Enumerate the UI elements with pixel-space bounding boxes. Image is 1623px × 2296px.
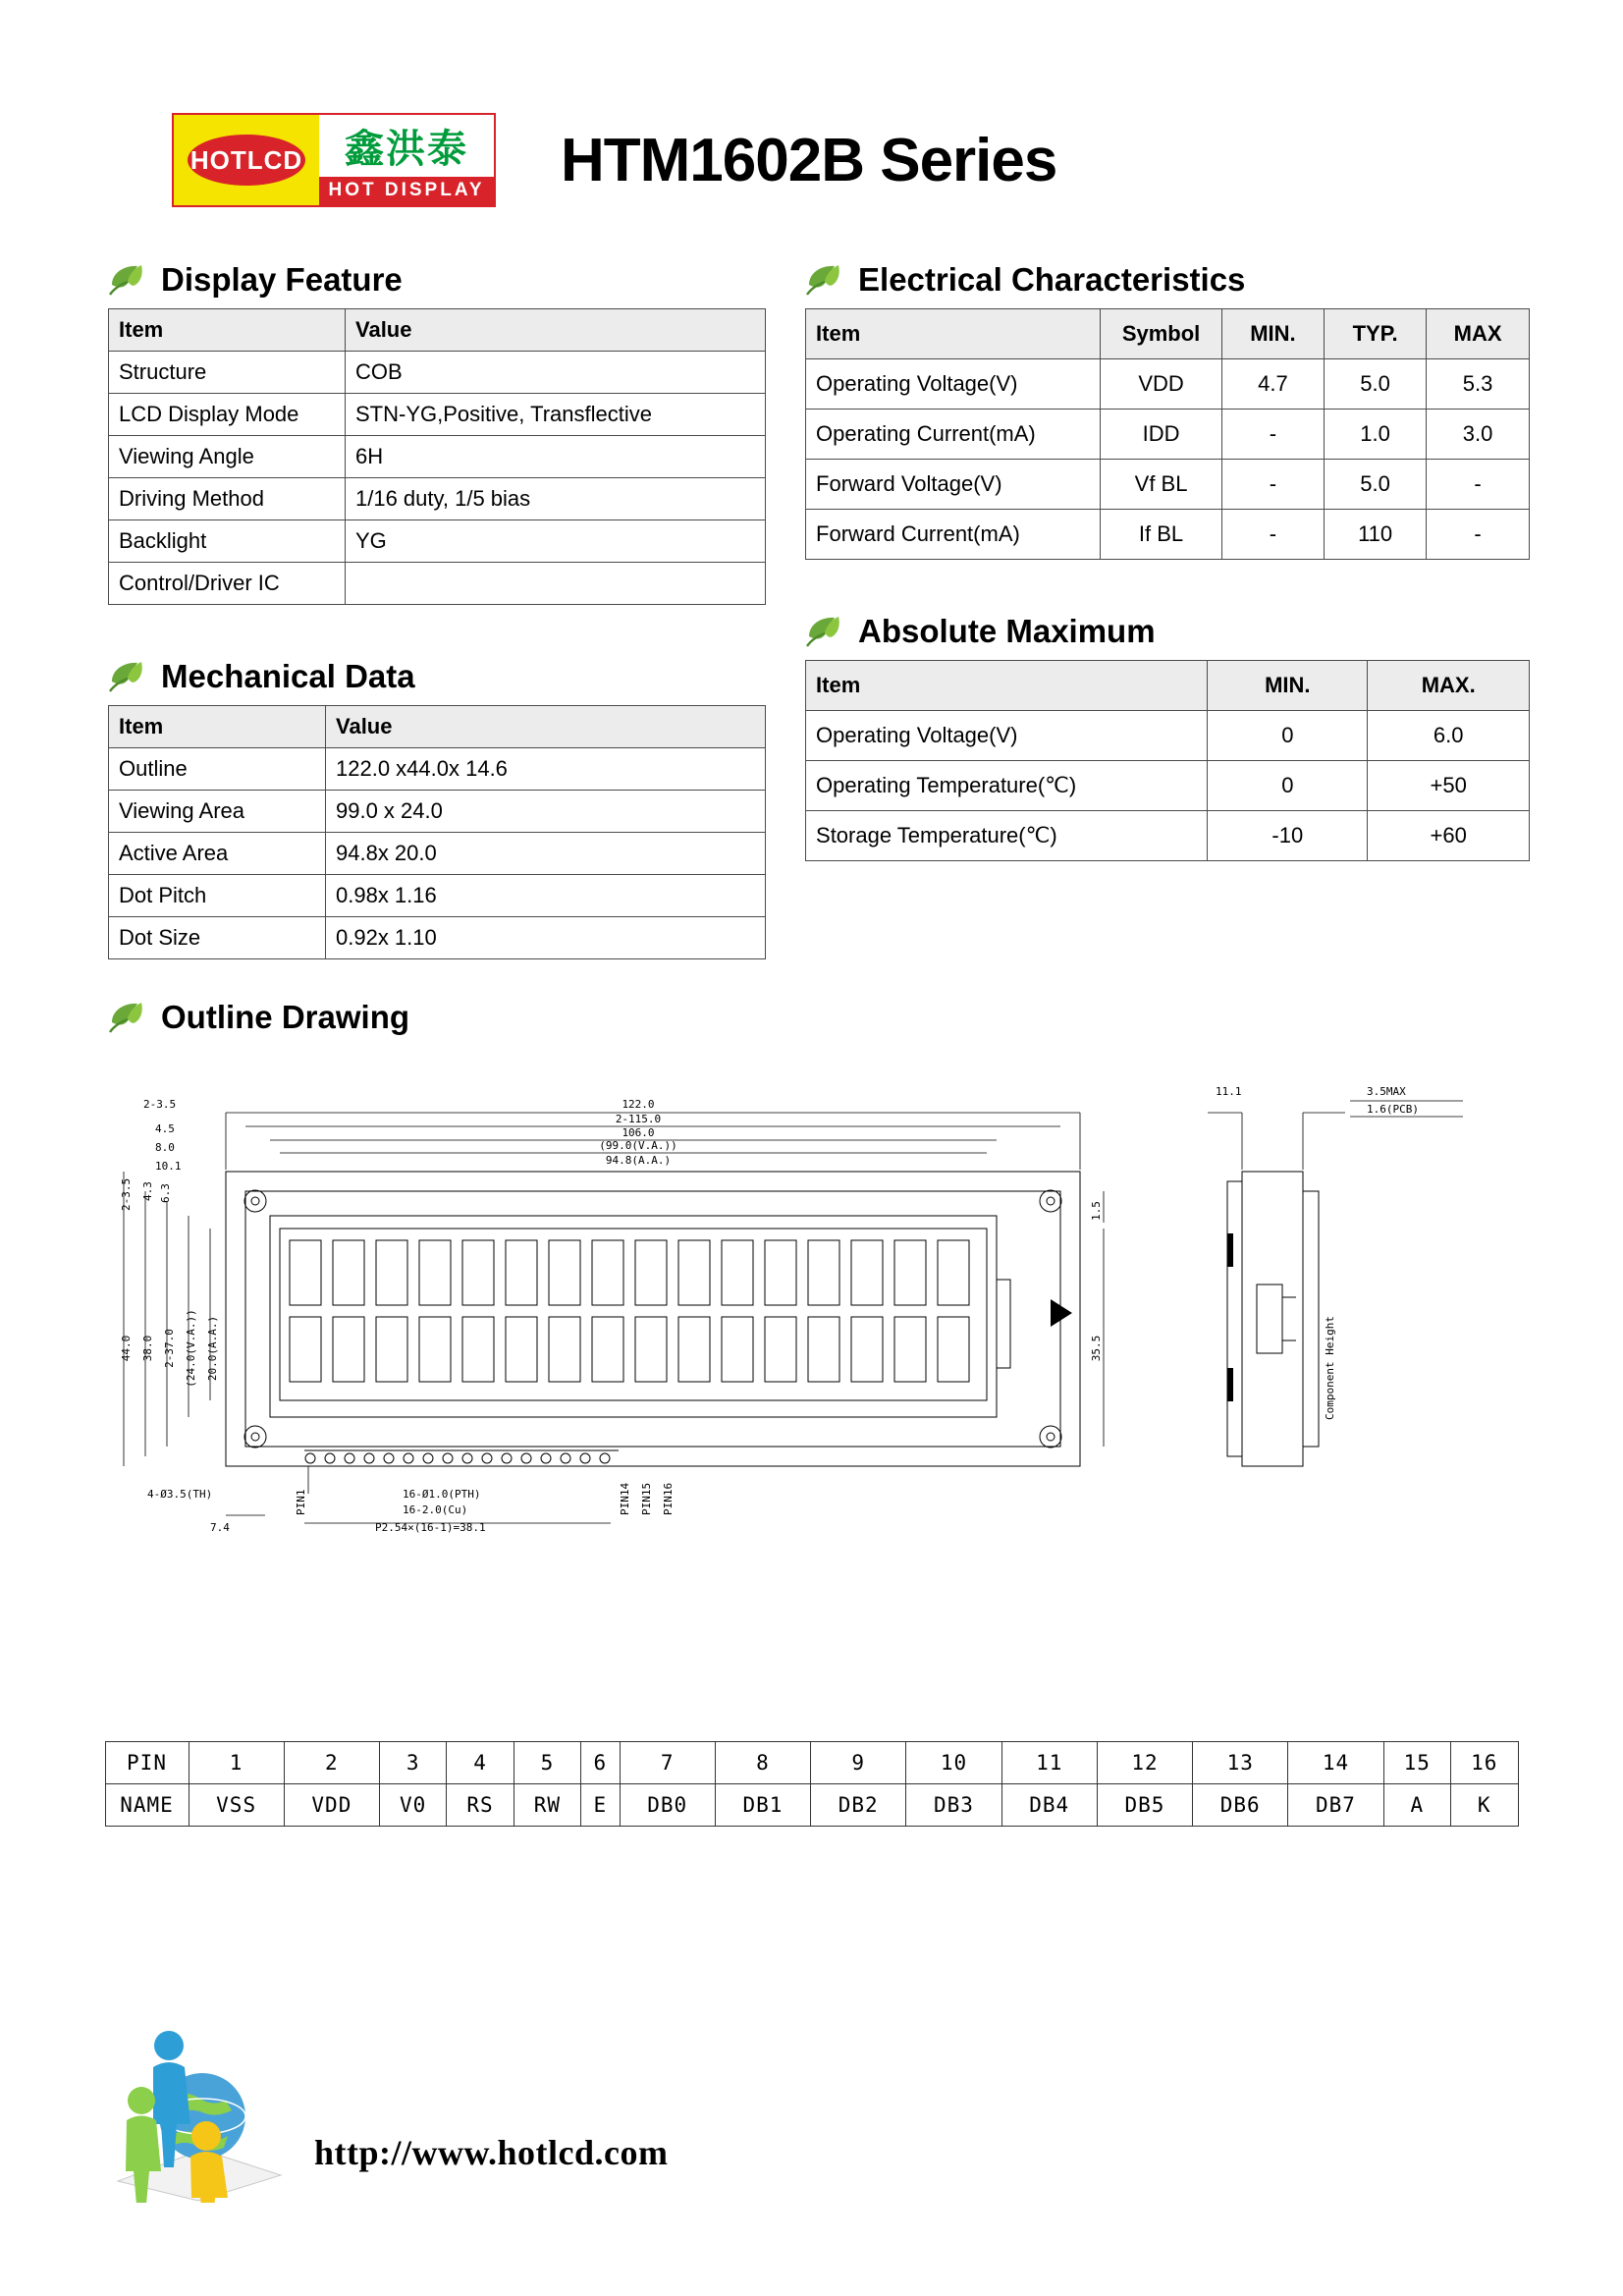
col-header-symbol: Symbol [1101,309,1222,359]
table-row [109,748,766,791]
pin-name-cell: A [1383,1784,1450,1827]
cell-max: +60 [1368,811,1530,861]
svg-text:35.5: 35.5 [1090,1335,1103,1362]
logo-english-name: HOT DISPLAY [319,177,494,205]
svg-text:(24.0(V.A.)): (24.0(V.A.)) [185,1309,197,1388]
table-row [806,410,1530,460]
table-row [109,520,766,563]
cell-symbol: IDD [1101,410,1222,460]
col-header-value: Value [346,309,766,352]
svg-text:44.0: 44.0 [120,1335,133,1362]
leaf-icon [805,615,844,648]
cell-value: 1/16 duty, 1/5 bias [346,478,766,520]
cell-typ: 5.0 [1325,359,1427,410]
people-globe-icon [108,2006,285,2203]
logo-chinese-name: 鑫洪泰 [345,127,468,172]
cell-item: LCD Display Mode [109,394,346,436]
svg-text:P2.54×(16-1)=38.1: P2.54×(16-1)=38.1 [375,1521,486,1534]
cell-max: - [1427,460,1530,510]
cell-max: 6.0 [1368,711,1530,761]
cell-max: 3.0 [1427,410,1530,460]
table-row [806,711,1530,761]
pin-name-cell: DB1 [715,1784,810,1827]
pin-cell: 14 [1288,1742,1383,1784]
logo-mark-text: HOTLCD [189,144,303,175]
pin-cell: 2 [284,1742,379,1784]
mechanical-data-title: Mechanical Data [161,658,415,694]
table-row [806,811,1530,861]
col-header-max: MAX [1427,309,1530,359]
page-title: HTM1602B Series [561,126,1057,194]
table-row [109,478,766,520]
cell-item: Active Area [109,833,326,875]
website-url[interactable]: http://www.hotlcd.com [314,2133,669,2172]
cell-max: +50 [1368,761,1530,811]
leaf-icon [108,1001,147,1034]
cell-item: Viewing Angle [109,436,346,478]
cell-value: YG [346,520,766,563]
table-row [806,460,1530,510]
display-feature-table [108,308,766,605]
pin-cell: 8 [715,1742,810,1784]
cell-value: STN-YG,Positive, Transflective [346,394,766,436]
logo-ellipse-icon [188,135,305,186]
cell-symbol: VDD [1101,359,1222,410]
pin-name-cell: K [1450,1784,1518,1827]
electrical-characteristics-title: Electrical Characteristics [858,261,1246,298]
col-header-value: Value [326,706,766,748]
cell-min: 0 [1208,711,1368,761]
pin-number-row [105,1742,1518,1784]
svg-text:94.8(A.A.): 94.8(A.A.) [605,1154,672,1167]
table-row [109,875,766,917]
cell-symbol: Vf BL [1101,460,1222,510]
absolute-maximum-table [805,660,1530,861]
svg-text:3.5MAX: 3.5MAX [1367,1085,1406,1098]
table-header-row [109,706,766,748]
col-header-item: Item [109,309,346,352]
col-header-item: Item [806,309,1101,359]
right-column [805,261,1530,959]
outline-drawing-svg [108,1054,1530,1672]
cell-min: 0 [1208,761,1368,811]
cell-item: Storage Temperature(℃) [806,811,1208,861]
cell-value: 122.0 x44.0x 14.6 [326,748,766,791]
specs-columns [0,261,1623,959]
cell-item: Driving Method [109,478,346,520]
table-row [806,359,1530,410]
svg-text:PIN14: PIN14 [619,1482,631,1515]
cell-item: Dot Size [109,917,326,959]
cell-value: 0.92x 1.10 [326,917,766,959]
leaf-icon [805,263,844,297]
svg-text:4.5: 4.5 [155,1122,175,1135]
svg-text:8.0: 8.0 [155,1141,175,1154]
pin-name-cell: V0 [380,1784,447,1827]
cell-min: - [1221,410,1324,460]
svg-text:7.4: 7.4 [210,1521,230,1534]
pin-cell: 5 [514,1742,580,1784]
svg-text:122.0: 122.0 [622,1098,655,1111]
svg-text:2-3.5: 2-3.5 [120,1177,133,1211]
pin-row-label: NAME [105,1784,189,1827]
cell-min: -10 [1208,811,1368,861]
electrical-characteristics-table [805,308,1530,560]
cell-value: COB [346,352,766,394]
cell-item: Forward Voltage(V) [806,460,1101,510]
svg-text:10.1: 10.1 [155,1160,182,1173]
svg-text:1.6(PCB): 1.6(PCB) [1367,1103,1419,1116]
svg-text:4.3: 4.3 [141,1181,154,1201]
absolute-maximum-title: Absolute Maximum [858,613,1156,649]
col-header-min: MIN. [1221,309,1324,359]
cell-item: Control/Driver IC [109,563,346,605]
pin-name-cell: DB7 [1288,1784,1383,1827]
pin-cell: 12 [1097,1742,1192,1784]
cell-value: 94.8x 20.0 [326,833,766,875]
pin-cell: 13 [1193,1742,1288,1784]
pin-name-cell: DB2 [811,1784,906,1827]
pin-cell: 7 [620,1742,715,1784]
table-header-row [806,309,1530,359]
svg-text:1.5: 1.5 [1090,1201,1103,1221]
table-row [109,833,766,875]
cell-min: 4.7 [1221,359,1324,410]
page-footer [108,2006,669,2203]
svg-text:106.0: 106.0 [622,1126,655,1139]
pin-name-cell: DB3 [906,1784,1001,1827]
logo-text-block [319,115,494,205]
pin-cell: 10 [906,1742,1001,1784]
cell-item: Operating Temperature(℃) [806,761,1208,811]
cell-item: Forward Current(mA) [806,510,1101,560]
cell-value: 0.98x 1.16 [326,875,766,917]
svg-text:PIN16: PIN16 [662,1482,675,1515]
cell-item: Operating Current(mA) [806,410,1101,460]
pin-row-label: PIN [105,1742,189,1784]
leaf-icon [108,263,147,297]
cell-value: 6H [346,436,766,478]
svg-text:PIN15: PIN15 [640,1482,653,1515]
svg-text:2-37.0: 2-37.0 [163,1329,176,1368]
pin-name-cell: RS [447,1784,514,1827]
outline-drawing-heading [108,999,1623,1036]
table-row [109,436,766,478]
table-header-row [109,309,766,352]
cell-item: Backlight [109,520,346,563]
col-header-item: Item [109,706,326,748]
svg-text:16-2.0(Cu): 16-2.0(Cu) [403,1503,468,1516]
pin-name-cell: DB4 [1001,1784,1097,1827]
pin-cell: 11 [1001,1742,1097,1784]
svg-text:16-Ø1.0(PTH): 16-Ø1.0(PTH) [403,1488,481,1501]
table-row [806,761,1530,811]
svg-text:38.0: 38.0 [141,1335,154,1362]
cell-item: Viewing Area [109,791,326,833]
pin-name-row [105,1784,1518,1827]
table-header-row [806,661,1530,711]
cell-typ: 5.0 [1325,460,1427,510]
company-logo [172,113,496,207]
svg-text:6.3: 6.3 [159,1183,172,1203]
cell-item: Dot Pitch [109,875,326,917]
cell-value [346,563,766,605]
pin-cell: 6 [581,1742,620,1784]
cell-item: Operating Voltage(V) [806,359,1101,410]
cell-value: 99.0 x 24.0 [326,791,766,833]
cell-typ: 1.0 [1325,410,1427,460]
outline-drawing-figure [108,1054,1530,1682]
pin-name-cell: DB5 [1097,1784,1192,1827]
svg-text:2-115.0: 2-115.0 [615,1113,662,1125]
pin-name-cell: DB6 [1193,1784,1288,1827]
display-feature-title: Display Feature [161,261,403,298]
display-feature-heading [108,261,766,299]
svg-text:2-3.5: 2-3.5 [143,1098,177,1111]
svg-text:PIN1: PIN1 [295,1489,307,1515]
svg-text:20.0(A.A.): 20.0(A.A.) [206,1315,219,1382]
cell-min: - [1221,510,1324,560]
table-row [109,917,766,959]
svg-text:(99.0(V.A.)): (99.0(V.A.)) [599,1139,677,1152]
cell-item: Operating Voltage(V) [806,711,1208,761]
pin-cell: 9 [811,1742,906,1784]
left-column [108,261,766,959]
col-header-typ: TYP. [1325,309,1427,359]
table-row [806,510,1530,560]
pin-name-cell: RW [514,1784,580,1827]
table-row [109,394,766,436]
outline-drawing-heading-wrap [0,959,1623,1036]
col-header-min: MIN. [1208,661,1368,711]
absolute-maximum-heading [805,613,1530,650]
col-header-item: Item [806,661,1208,711]
cell-max: 5.3 [1427,359,1530,410]
cell-min: - [1221,460,1324,510]
cell-item: Structure [109,352,346,394]
table-row [109,352,766,394]
outline-drawing-wrap [0,1054,1623,1682]
pin-name-cell: DB0 [620,1784,715,1827]
svg-text:Component Height: Component Height [1324,1316,1336,1420]
leaf-icon [108,660,147,693]
col-header-max: MAX. [1368,661,1530,711]
pin-assignment-wrap [105,1741,1519,1827]
mechanical-data-table [108,705,766,959]
pin-cell: 16 [1450,1742,1518,1784]
cell-symbol: If BL [1101,510,1222,560]
pin-assignment-table [105,1741,1519,1827]
pin-cell: 15 [1383,1742,1450,1784]
mechanical-data-heading [108,658,766,695]
pin-cell: 3 [380,1742,447,1784]
pin-cell: 1 [189,1742,284,1784]
cell-item: Outline [109,748,326,791]
pin-cell: 4 [447,1742,514,1784]
cell-typ: 110 [1325,510,1427,560]
pin-name-cell: VDD [284,1784,379,1827]
logo-mark [174,115,319,205]
electrical-characteristics-heading [805,261,1530,299]
table-row [109,563,766,605]
svg-text:11.1: 11.1 [1216,1085,1242,1098]
svg-text:4-Ø3.5(TH): 4-Ø3.5(TH) [147,1488,213,1501]
table-row [109,791,766,833]
page-header [0,0,1623,207]
pin-name-cell: E [581,1784,620,1827]
pin-name-cell: VSS [189,1784,284,1827]
cell-max: - [1427,510,1530,560]
outline-drawing-title: Outline Drawing [161,999,410,1035]
